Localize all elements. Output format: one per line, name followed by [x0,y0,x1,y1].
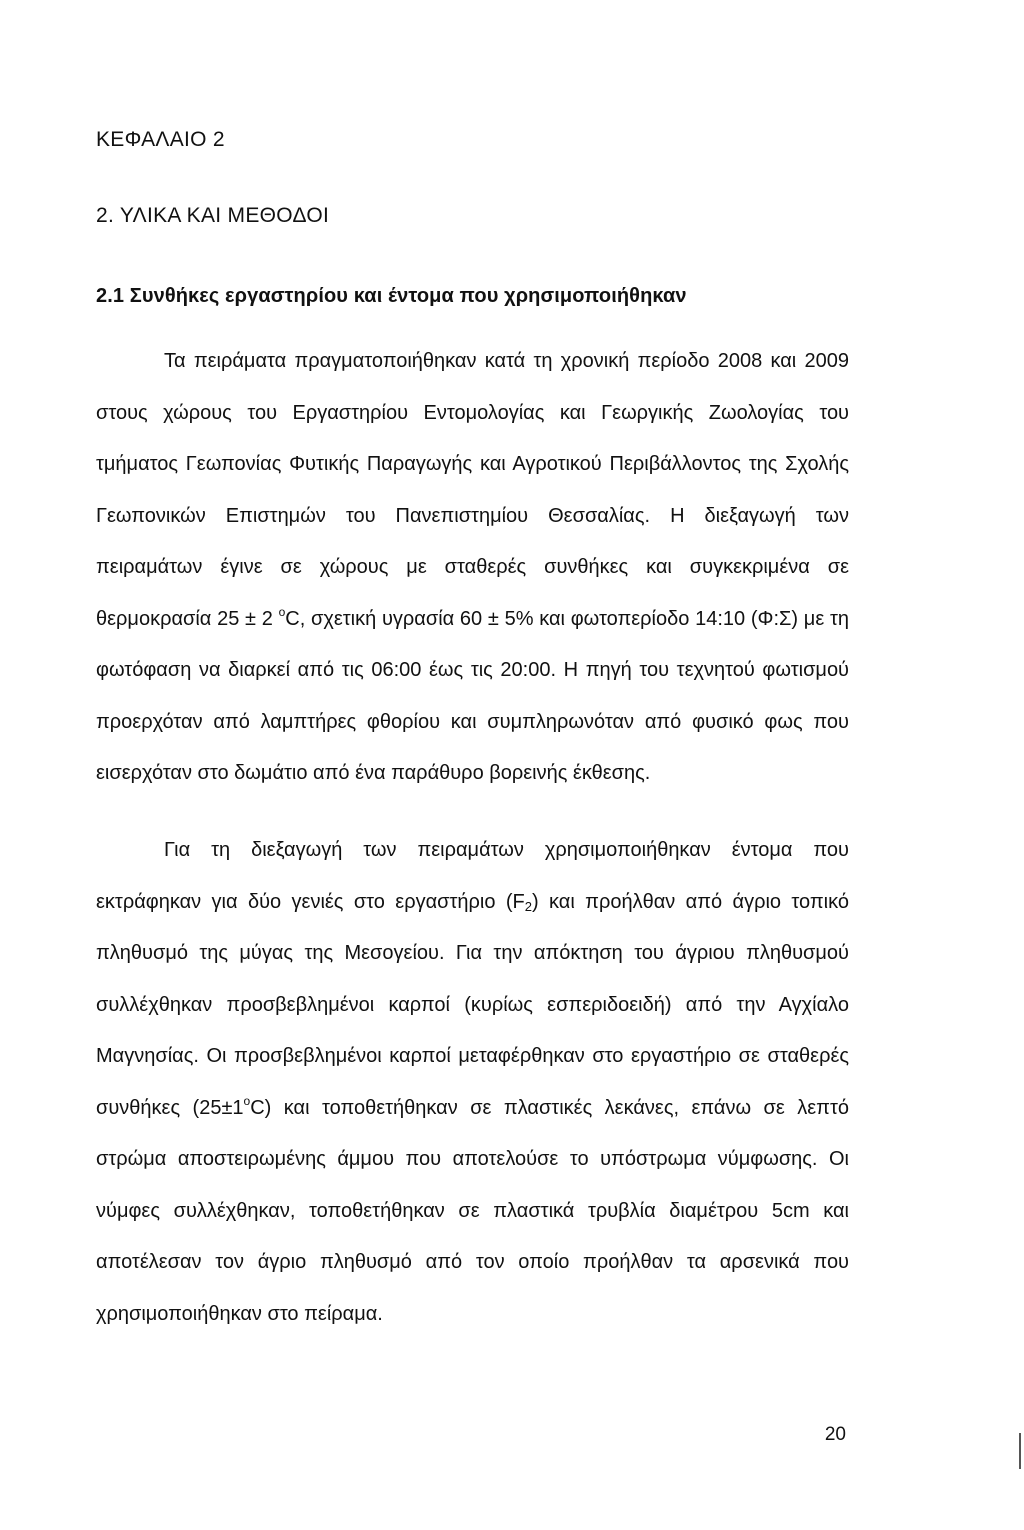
paragraph-conditions-text-a: Τα πειράματα πραγματοποιήθηκαν κατά τη χρονική περίοδο 2008 και 2009 στους χώρους του Εργαστηρίου Εντομολογίας και Γεωργικής Ζωολογίας του τμήματος Γεωπονίας Φυτικής Παραγωγής και Αγροτικού Περιβάλλοντος της Σχολής Γεωπονικών Επιστημών του Πανεπιστημίου Θεσσαλίας. Η διεξαγωγή των πειραμάτων έγινε σε χώρους με σταθερές συνθήκες και συγκεκριμένα σε θερμοκρασία 25 ± 2 [96,350,849,630]
section-title: 2. ΥΛΙΚΑ ΚΑΙ ΜΕΘΟΔΟΙ [96,204,330,227]
paragraph-insects-text-a: Για τη διεξαγωγή των πειραμάτων χρησιμοποιήθηκαν έντομα που εκτράφηκαν για δύο γενιές στο εργαστήριο (F [96,839,849,913]
generation-subscript: 2 [524,898,532,914]
paragraph-insects-text-b: ) και προήλθαν από άγριο τοπικό πληθυσμό της μύγας της Μεσογείου. Για την απόκτηση του άγριου πληθυσμού συλλέχθηκαν προσβεβλημένοι καρποί (κυρίως εσπεριδοειδή) από την Αγχίαλο Μαγνησίας. Οι προσβεβλημένοι καρποί μεταφέρθηκαν στο εργαστήριο σε σταθερές συνθήκες (25±1 [96,890,849,1119]
page-number: 20 [824,1424,846,1445]
subsection-title: 2.1 Συνθήκες εργαστηρίου και έντομα που χρησιμοποιήθηκαν [96,285,687,307]
paragraph-conditions [96,336,849,800]
paragraph-conditions-text-b: C, σχετική υγρασία 60 ± 5% και φωτοπερίοδο 14:10 (Φ:Σ) με τη φωτόφαση να διαρκεί από τις 06:00 έως τις 20:00. Η πηγή του τεχνητού φωτισμού προερχόταν από λαμπτήρες φθορίου και συμπληρωνόταν από φυσικό φως που εισερχόταν στο δωμάτιο από ένα παράθυρο βορεινής έκθεσης. [96,607,849,784]
paragraph-insects [96,825,849,1340]
degree-mark: o [278,604,286,619]
degree-mark: o [243,1093,251,1108]
paragraph-insects-text-c: C) και τοποθετήθηκαν σε πλαστικές λεκάνες, επάνω σε λεπτό στρώμα αποστειρωμένης άμμου που αποτελούσε το υπόστρωμα νύμφωσης. Οι νύμφες συλλέχθηκαν, τοποθετήθηκαν σε πλαστικά τρυβλία διαμέτρου 5cm και αποτέλεσαν τον άγριο πληθυσμό από τον οποίο προήλθαν τα αρσενικά που χρησιμοποιήθηκαν στο πείραμα. [96,1096,849,1325]
scan-edge-mark [1019,1433,1021,1469]
chapter-label: ΚΕΦΑΛΑΙΟ 2 [96,128,225,151]
